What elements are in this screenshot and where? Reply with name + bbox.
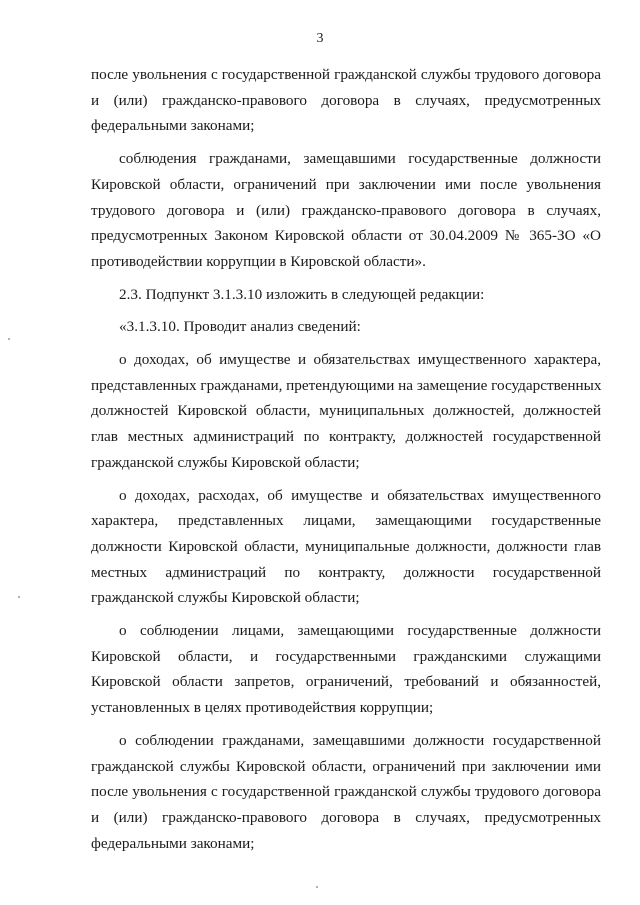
- text-line: представленных гражданами, претендующими на замещение государственных: [91, 376, 602, 394]
- scan-speck: [18, 596, 20, 598]
- scan-speck: [8, 338, 10, 340]
- text-line: и (или) гражданско-правового договора в случаях, предусмотренных: [91, 808, 601, 826]
- text-line: о доходах, расходах, об имуществе и обязательствах имущественного: [119, 486, 601, 504]
- text-line: после увольнения с государственной гражданской службы трудового договора: [91, 66, 601, 83]
- text-line: Кировской области запретов, ограничений, требований и обязанностей,: [91, 673, 601, 691]
- text-line: должностей Кировской области, муниципальных должностей, должностей: [91, 402, 601, 420]
- paragraph-compliance-officials: [91, 618, 601, 721]
- text-line: противодействии коррупции в Кировской области».: [91, 252, 426, 270]
- text-line: федеральными законами;: [91, 834, 255, 852]
- text-line: «3.1.3.10. Проводит анализ сведений:: [119, 318, 361, 336]
- text-line: о соблюдении гражданами, замещавшими должности государственной: [119, 731, 601, 749]
- text-line: после увольнения с государственной гражданской службы трудового договора: [91, 783, 601, 801]
- page-number: 3: [316, 31, 324, 46]
- paragraph-former-officials: [91, 146, 601, 275]
- text-line: характера, представленных лицами, замещающими государственные: [91, 512, 601, 530]
- paragraph-income-candidates: [91, 347, 601, 476]
- text-line: трудового договора и (или) гражданско-правового договора в случаях,: [91, 201, 601, 219]
- text-line: и (или) гражданско-правового договора в случаях, предусмотренных: [91, 91, 601, 109]
- text-line: гражданской службы Кировской области;: [91, 453, 360, 471]
- text-line: о доходах, об имуществе и обязательствах имущественного характера,: [119, 351, 601, 369]
- text-line: гражданской службы Кировской области, ограничений при заключении ими: [91, 757, 601, 775]
- text-line: Кировской области, ограничений при заключении ими после увольнения: [91, 175, 601, 193]
- paragraph-subclause-heading: [91, 314, 601, 340]
- text-line: гражданской службы Кировской области;: [91, 589, 360, 607]
- paragraph-amendment: [91, 282, 601, 308]
- text-line: предусмотренных Законом Кировской области от 30.04.2009 № 365-ЗО «О: [91, 227, 601, 245]
- text-line: соблюдения гражданами, замещавшими государственные должности: [119, 150, 601, 168]
- paragraph-continuation: [91, 62, 601, 139]
- text-line: 2.3. Подпункт 3.1.3.10 изложить в следующей редакции:: [119, 285, 485, 303]
- text-line: глав местных администраций по контракту, должностей государственной: [91, 428, 601, 446]
- document-body: [91, 62, 601, 863]
- scan-speck: [316, 886, 318, 888]
- paragraph-compliance-former: [91, 728, 601, 857]
- text-line: местных администраций по контракту, должности государственной: [91, 563, 601, 581]
- text-line: должности Кировской области, муниципальные должности, должности глав: [91, 537, 601, 555]
- text-line: установленных в целях противодействия коррупции;: [91, 699, 434, 717]
- paragraph-income-officials: [91, 483, 601, 612]
- text-line: федеральными законами;: [91, 117, 255, 135]
- text-line: Кировской области, и государственными гражданскими служащими: [91, 647, 601, 665]
- text-line: о соблюдении лицами, замещающими государственные должности: [119, 622, 601, 640]
